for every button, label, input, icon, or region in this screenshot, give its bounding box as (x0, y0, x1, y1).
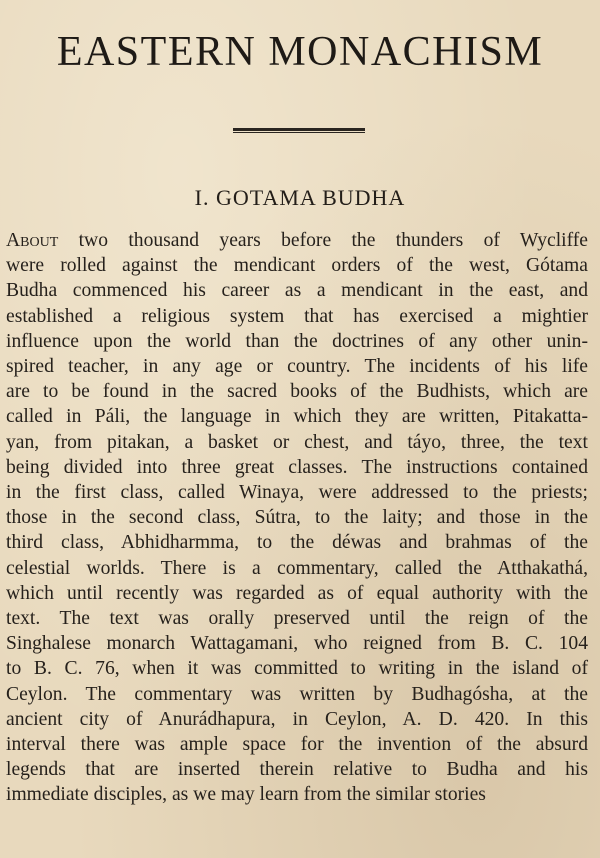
text-line-7: are to be found in the sacred books of the Budhists, which are (6, 381, 588, 403)
chapter-heading: I. GOTAMA BUDHA (194, 185, 406, 210)
text-line-3: Budha commenced his career as a mendicant in the east, and (6, 280, 588, 302)
text-line-19: Ceylon. The commentary was written by Budhagósha, at the (6, 683, 588, 705)
text-line-2: were rolled against the mendicant orders of the west, Gótama (6, 255, 588, 277)
text-line-9: yan, from pitakan, a basket or chest, and táyo, three, the text (6, 431, 588, 453)
text-line-21: interval there was ample space for the invention of the absurd (6, 734, 588, 756)
text-line-12: those in the second class, Sútra, to the laity; and those in the (6, 507, 588, 529)
body-paragraph (6, 228, 588, 808)
text-line-8: called in Páli, the language in which they are written, Pitakatta- (6, 406, 588, 428)
text-line-1-rest: two thousand years before the thunders of Wycliffe (58, 230, 588, 251)
text-line-1 (6, 228, 588, 253)
title-rule-thin (233, 132, 365, 133)
page-title: EASTERN MONACHISM (56, 29, 544, 75)
opening-smallcaps: About (6, 230, 59, 251)
text-line-13: third class, Abhidharmma, to the déwas and brahmas of the (6, 532, 588, 554)
text-line-5: influence upon the world than the doctrines of any other unin- (6, 330, 588, 352)
text-line-20: ancient city of Anurádhapura, in Ceylon, A. D. 420. In this (6, 708, 588, 730)
text-line-23: immediate disciples, as we may learn from the similar stories (6, 784, 486, 806)
text-line-16: text. The text was orally preserved until the reign of the (6, 608, 588, 630)
text-line-18: to B. C. 76, when it was committed to writing in the island of (6, 658, 588, 680)
text-line-17: Singhalese monarch Wattagamani, who reigned from B. C. 104 (6, 633, 588, 655)
text-line-14: celestial worlds. There is a commentary, called the Atthakathá, (6, 557, 588, 579)
text-line-10: being divided into three great classes. The instructions contained (6, 456, 588, 478)
text-line-22: legends that are inserted therein relative to Budha and his (6, 759, 588, 781)
title-rule-thick (233, 128, 365, 131)
text-line-6: spired teacher, in any age or country. The incidents of his life (6, 356, 588, 378)
text-line-4: established a religious system that has exercised a mightier (6, 305, 588, 327)
text-line-15: which until recently was regarded as of equal authority with the (6, 582, 588, 604)
text-line-11: in the first class, called Winaya, were addressed to the priests; (6, 482, 588, 504)
